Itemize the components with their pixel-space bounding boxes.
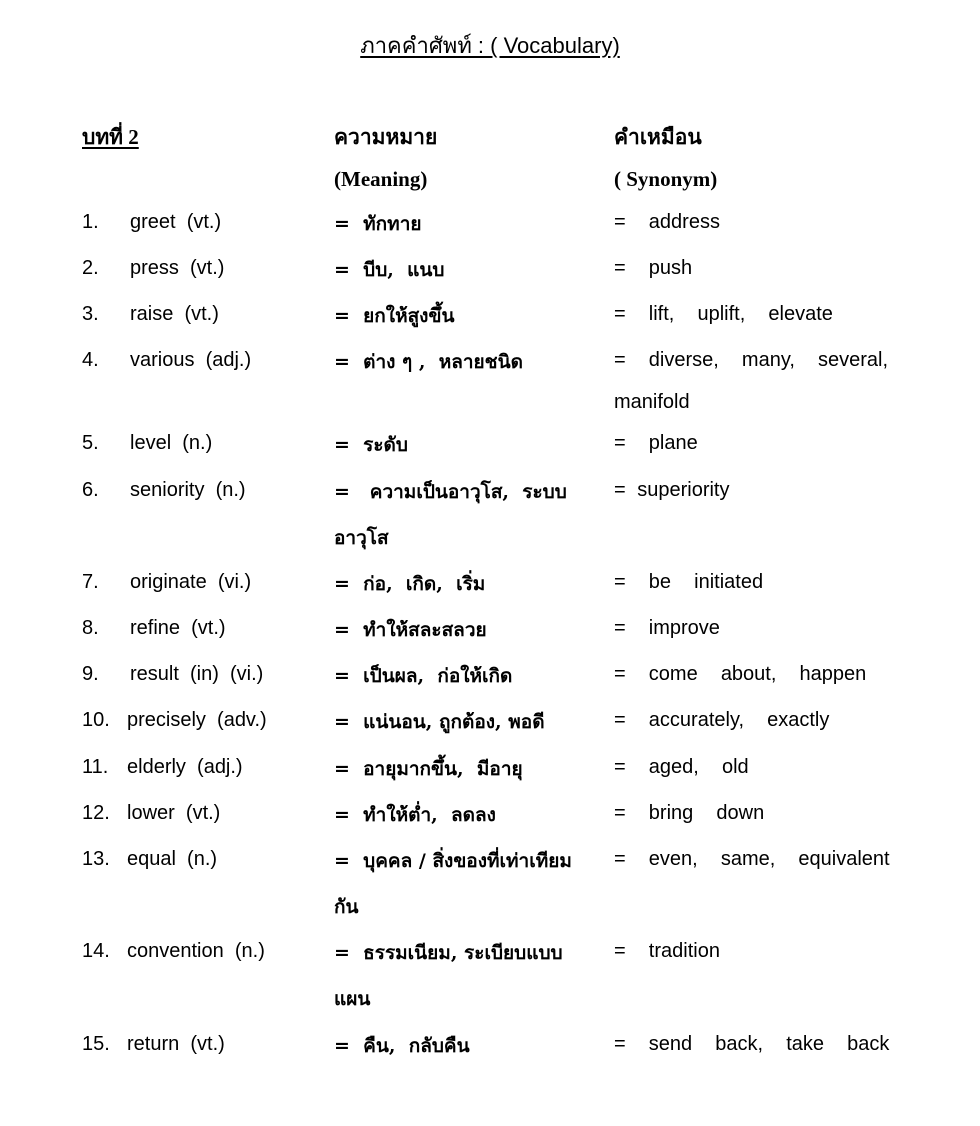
entry-word: seniority (n.) xyxy=(130,479,246,501)
entry-word: greet (vt.) xyxy=(130,211,222,233)
entry-synonym: = send back, take back xyxy=(614,1033,890,1055)
entry-synonym: = push xyxy=(614,257,693,279)
entry-word: press (vt.) xyxy=(130,257,225,279)
entry-number: 13. xyxy=(82,848,110,870)
entry-word: precisely (adv.) xyxy=(127,709,267,731)
synonym-header-english: ( Synonym) xyxy=(614,167,718,191)
entry-word: return (vt.) xyxy=(127,1033,225,1055)
entry-meaning: = ทักทาย xyxy=(334,213,422,235)
entry-word: various (adj.) xyxy=(130,349,252,371)
entry-synonym: = tradition xyxy=(614,940,720,962)
entry-number: 5. xyxy=(82,432,99,454)
entry-word: convention (n.) xyxy=(127,940,265,962)
entry-number: 15. xyxy=(82,1033,110,1055)
entry-meaning: = ธรรมเนียม, ระเบียบแบบ แผน xyxy=(334,942,570,1010)
entry-word: originate (vi.) xyxy=(130,571,252,593)
entry-word: result (in) (vi.) xyxy=(130,663,264,685)
entry-synonym: = plane xyxy=(614,432,698,454)
entry-number: 2. xyxy=(82,257,99,279)
entry-synonym: = diverse, many, several, manifold xyxy=(614,349,900,413)
entry-meaning: = ต่าง ๆ , หลายชนิด xyxy=(334,351,523,373)
entry-word: lower (vt.) xyxy=(127,802,221,824)
entry-meaning: = เป็นผล, ก่อให้เกิด xyxy=(334,665,513,687)
entry-meaning: = ก่อ, เกิด, เริ่ม xyxy=(334,573,486,595)
entry-meaning: = บีบ, แนบ xyxy=(334,259,445,281)
entry-meaning: = บุคคล / สิ่งของที่เท่าเทียม กัน xyxy=(334,850,579,918)
entry-number: 1. xyxy=(82,211,99,233)
entry-word: elderly (adj.) xyxy=(127,756,243,778)
entry-synonym: = improve xyxy=(614,617,720,639)
entry-meaning: = คืน, กลับคืน xyxy=(334,1035,470,1057)
synonym-header-thai: คำเหมือน xyxy=(614,125,702,149)
entry-number: 7. xyxy=(82,571,99,593)
entry-number: 12. xyxy=(82,802,110,824)
entry-word: raise (vt.) xyxy=(130,303,219,325)
entry-number: 3. xyxy=(82,303,99,325)
entry-meaning: = ทำให้ต่ำ, ลดลง xyxy=(334,804,496,826)
entry-word: level (n.) xyxy=(130,432,213,454)
entry-word: refine (vt.) xyxy=(130,617,226,639)
entry-meaning: = อายุมากขึ้น, มีอายุ xyxy=(334,758,523,780)
entry-number: 6. xyxy=(82,479,99,501)
entry-synonym: = address xyxy=(614,211,720,233)
entry-synonym: = even, same, equivalent xyxy=(614,848,890,870)
lesson-label: บทที่ 2 xyxy=(82,125,139,149)
entry-number: 9. xyxy=(82,663,99,685)
entry-synonym: = superiority xyxy=(614,479,730,501)
entry-meaning: = ความเป็นอาวุโส, ระบบ อาวุโส xyxy=(334,481,574,549)
entry-meaning: = แน่นอน, ถูกต้อง, พอดี xyxy=(334,711,545,733)
entry-meaning: = ยกให้สูงขึ้น xyxy=(334,305,455,327)
entry-number: 11. xyxy=(82,756,109,778)
entry-synonym: = be initiated xyxy=(614,571,764,593)
entry-number: 10. xyxy=(82,709,110,731)
meaning-header-thai: ความหมาย xyxy=(334,125,438,149)
entry-meaning: = ทำให้สละสลวย xyxy=(334,619,487,641)
entry-number: 8. xyxy=(82,617,99,639)
entry-synonym: = bring down xyxy=(614,802,765,824)
entry-number: 4. xyxy=(82,349,99,371)
entry-number: 14. xyxy=(82,940,110,962)
entry-synonym: = accurately, exactly xyxy=(614,709,830,731)
entry-synonym: = lift, uplift, elevate xyxy=(614,303,833,325)
page-title: ภาคคำศัพท์ : ( Vocabulary) xyxy=(360,33,620,58)
entry-word: equal (n.) xyxy=(127,848,218,870)
meaning-header-english: (Meaning) xyxy=(334,167,428,191)
entry-synonym: = aged, old xyxy=(614,756,749,778)
entry-meaning: = ระดับ xyxy=(334,434,408,456)
entry-synonym: = come about, happen xyxy=(614,663,867,685)
